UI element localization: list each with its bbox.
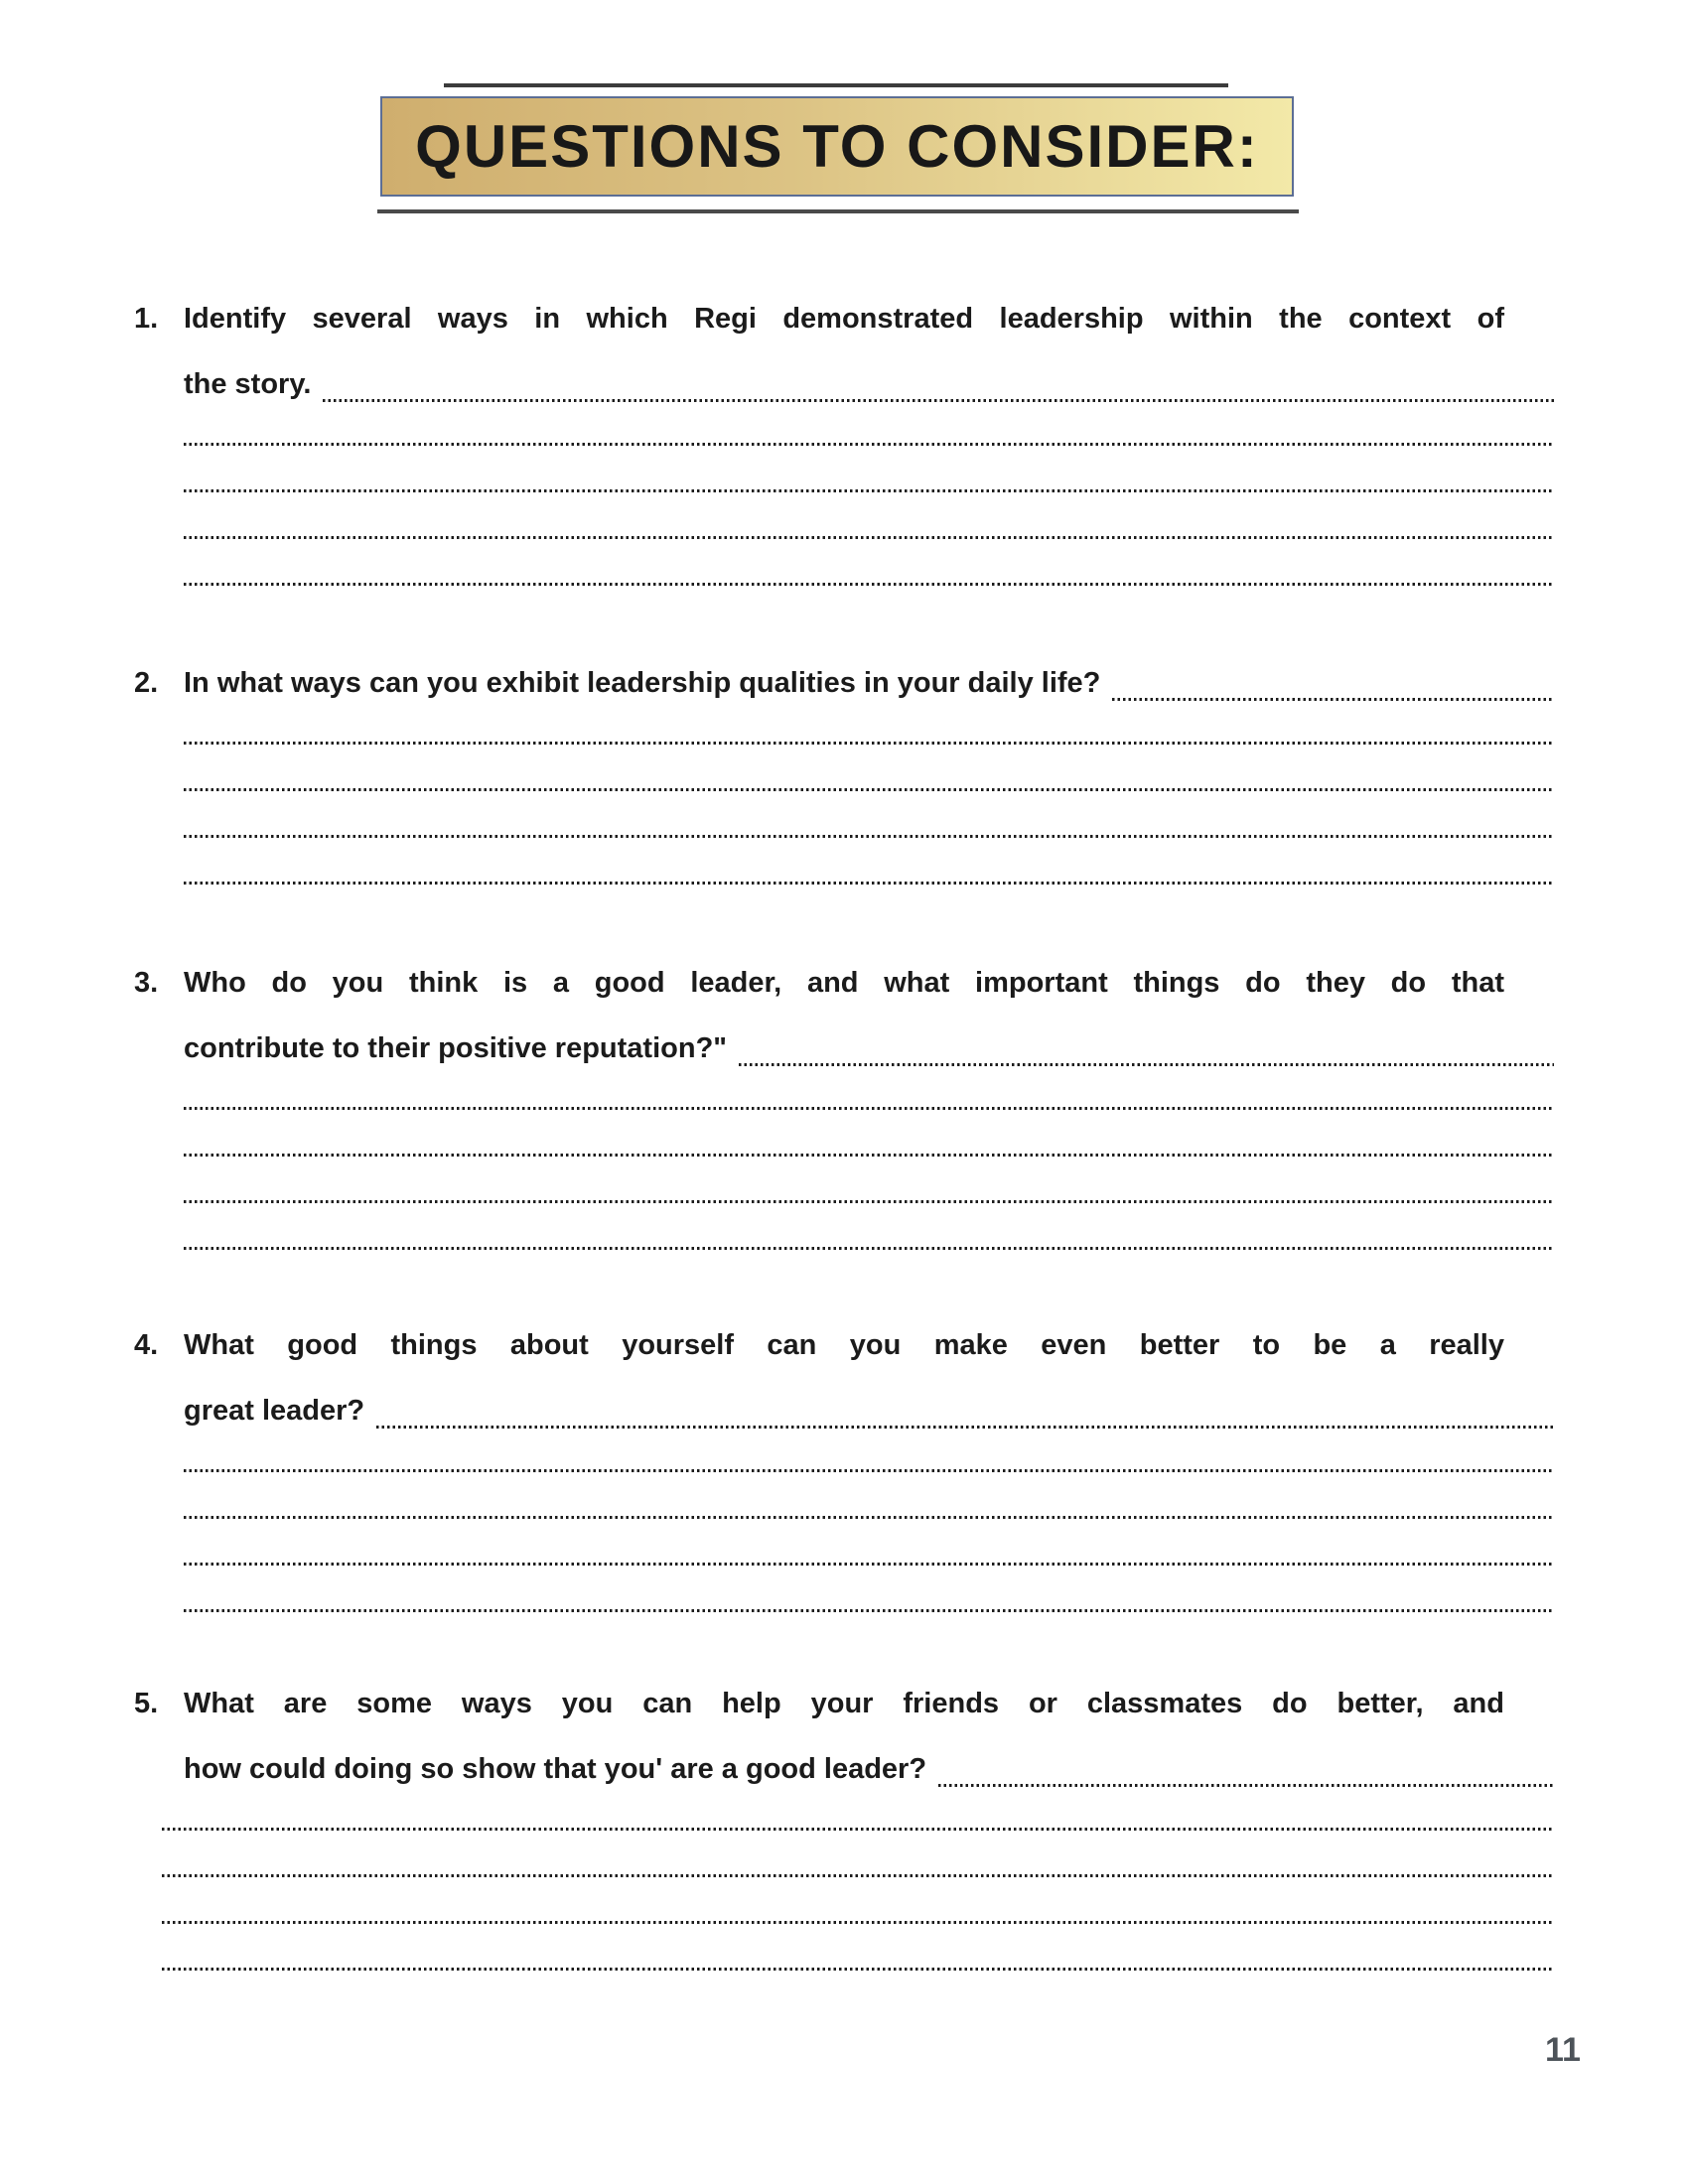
answer-lines	[184, 1107, 1554, 1250]
question-text-line: Who do you think is a good leader, and what important things do they do that	[184, 967, 1504, 999]
answer-line	[184, 1469, 1554, 1472]
question-text-line: great leader?	[184, 1395, 365, 1427]
banner-top-rule	[444, 83, 1228, 87]
answer-lines	[184, 443, 1554, 586]
answer-dotted-leader	[323, 399, 1554, 402]
question-number: 4.	[134, 1329, 159, 1361]
question-number: 2.	[134, 667, 159, 699]
question-text-line: In what ways can you exhibit leadership qualities in your daily life?	[184, 667, 1101, 699]
answer-dotted-leader	[938, 1784, 1554, 1787]
answer-line	[184, 742, 1554, 745]
question-block-5	[134, 1671, 1554, 1971]
answer-dotted-leader	[739, 1063, 1554, 1066]
answer-dotted-leader	[1112, 698, 1554, 701]
page-number: 11	[1545, 2031, 1581, 2069]
answer-line	[184, 443, 1554, 446]
question-text-line: What are some ways you can help your friends or classmates do better, and	[184, 1688, 1504, 1719]
answer-line	[184, 788, 1554, 791]
banner-bottom-rule	[377, 209, 1299, 213]
question-block-4	[134, 1312, 1554, 1612]
page-title: QUESTIONS TO CONSIDER:	[415, 113, 1259, 180]
question-text-line: Identify several ways in which Regi demonstrated leadership within the context of	[184, 303, 1504, 335]
answer-line	[162, 1828, 1554, 1831]
question-number: 3.	[134, 967, 159, 999]
question-block-1	[134, 286, 1554, 586]
question-number: 5.	[134, 1688, 159, 1719]
answer-line	[184, 882, 1554, 885]
title-banner	[380, 96, 1294, 197]
answer-line	[184, 1200, 1554, 1203]
answer-lines	[184, 742, 1554, 885]
question-block-2	[134, 650, 1554, 885]
answer-line	[184, 583, 1554, 586]
answer-line	[184, 489, 1554, 492]
answer-line	[184, 1107, 1554, 1110]
questions-list	[134, 286, 1554, 1971]
question-block-3	[134, 950, 1554, 1250]
answer-dotted-leader	[376, 1426, 1554, 1429]
question-text-line: contribute to their positive reputation?"	[184, 1032, 728, 1064]
answer-lines	[184, 1469, 1554, 1612]
question-text-line: how could doing so show that you' are a good leader?	[184, 1753, 927, 1785]
answer-line	[162, 1968, 1554, 1971]
question-text-line: What good things about yourself can you make even better to be a really	[184, 1329, 1504, 1361]
answer-line	[162, 1921, 1554, 1924]
answer-line	[184, 1247, 1554, 1250]
answer-line	[162, 1874, 1554, 1877]
answer-line	[184, 1609, 1554, 1612]
answer-line	[184, 536, 1554, 539]
answer-line	[184, 1563, 1554, 1566]
answer-line	[184, 835, 1554, 838]
answer-lines	[162, 1828, 1554, 1971]
answer-line	[184, 1516, 1554, 1519]
question-number: 1.	[134, 303, 159, 335]
question-text-line: the story.	[184, 368, 312, 400]
answer-line	[184, 1154, 1554, 1157]
